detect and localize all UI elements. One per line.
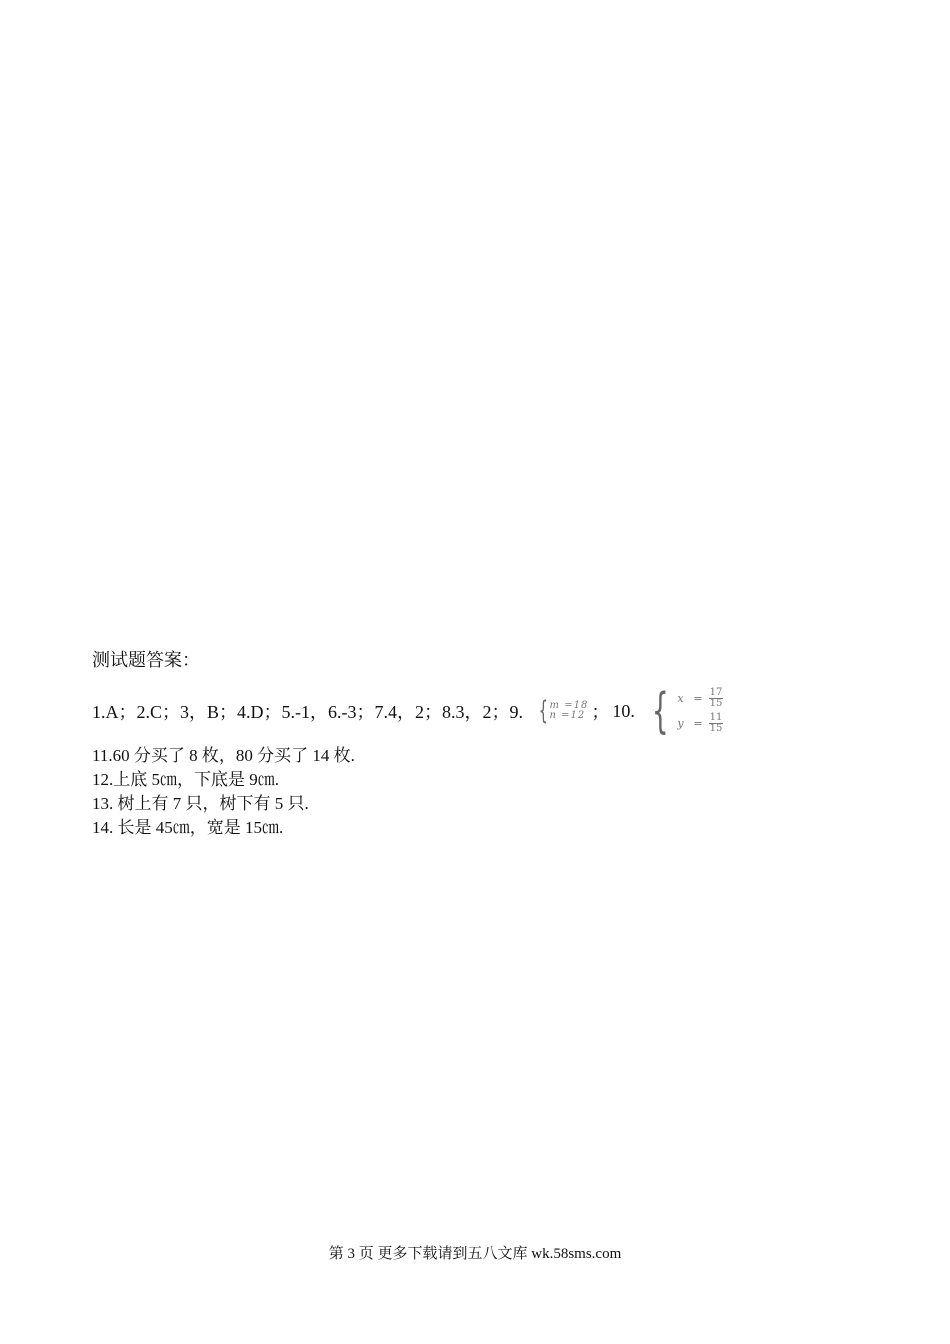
q10-row-2 xyxy=(677,713,723,734)
q10-row-1-fraction xyxy=(709,688,724,709)
q10-row-2-numerator: 11 xyxy=(709,712,723,723)
q10-equation-system xyxy=(645,683,724,739)
q10-row-1 xyxy=(677,688,723,709)
q10-row-2-fraction xyxy=(709,713,724,734)
q9-row-1: m =18 xyxy=(549,700,589,711)
q10-row-2-var: y xyxy=(677,716,684,730)
answers-heading: 测试题答案： xyxy=(92,650,200,670)
q10-row-1-var: x xyxy=(677,691,684,705)
answers-1-to-9-text: 1.A；2.C；3，B；4.D；5.-1，6.-3；7.4，2；8.3，2；9. xyxy=(92,702,523,722)
answer-13: 13. 树上有 7 只，树下有 5 只. xyxy=(92,794,309,813)
answers-line-1-10 xyxy=(92,684,852,738)
q9-equation-system xyxy=(535,696,589,726)
q10-label: 10. xyxy=(612,700,635,721)
q10-row-1-eq: = xyxy=(693,691,703,705)
q9-separator: ； xyxy=(591,702,610,722)
answer-12: 12.上底 5㎝，下底是 9㎝. xyxy=(92,770,279,789)
q10-row-1-denominator: 15 xyxy=(709,698,723,709)
answer-section xyxy=(92,648,852,840)
answer-11: 11.60 分买了 8 枚，80 分买了 14 枚. xyxy=(92,746,355,765)
q10-row-1-numerator: 17 xyxy=(709,687,723,698)
left-brace-icon: { xyxy=(651,683,669,739)
q10-row-2-denominator: 15 xyxy=(709,723,723,734)
q10-row-2-eq: = xyxy=(693,716,703,730)
page-footer: 第 3 页 更多下载请到五八文库 wk.58sms.com xyxy=(328,1246,622,1262)
left-brace-icon: { xyxy=(538,696,548,726)
answer-14: 14. 长是 45㎝，宽是 15㎝. xyxy=(92,818,284,837)
q9-row-2: n =12 xyxy=(549,710,586,721)
